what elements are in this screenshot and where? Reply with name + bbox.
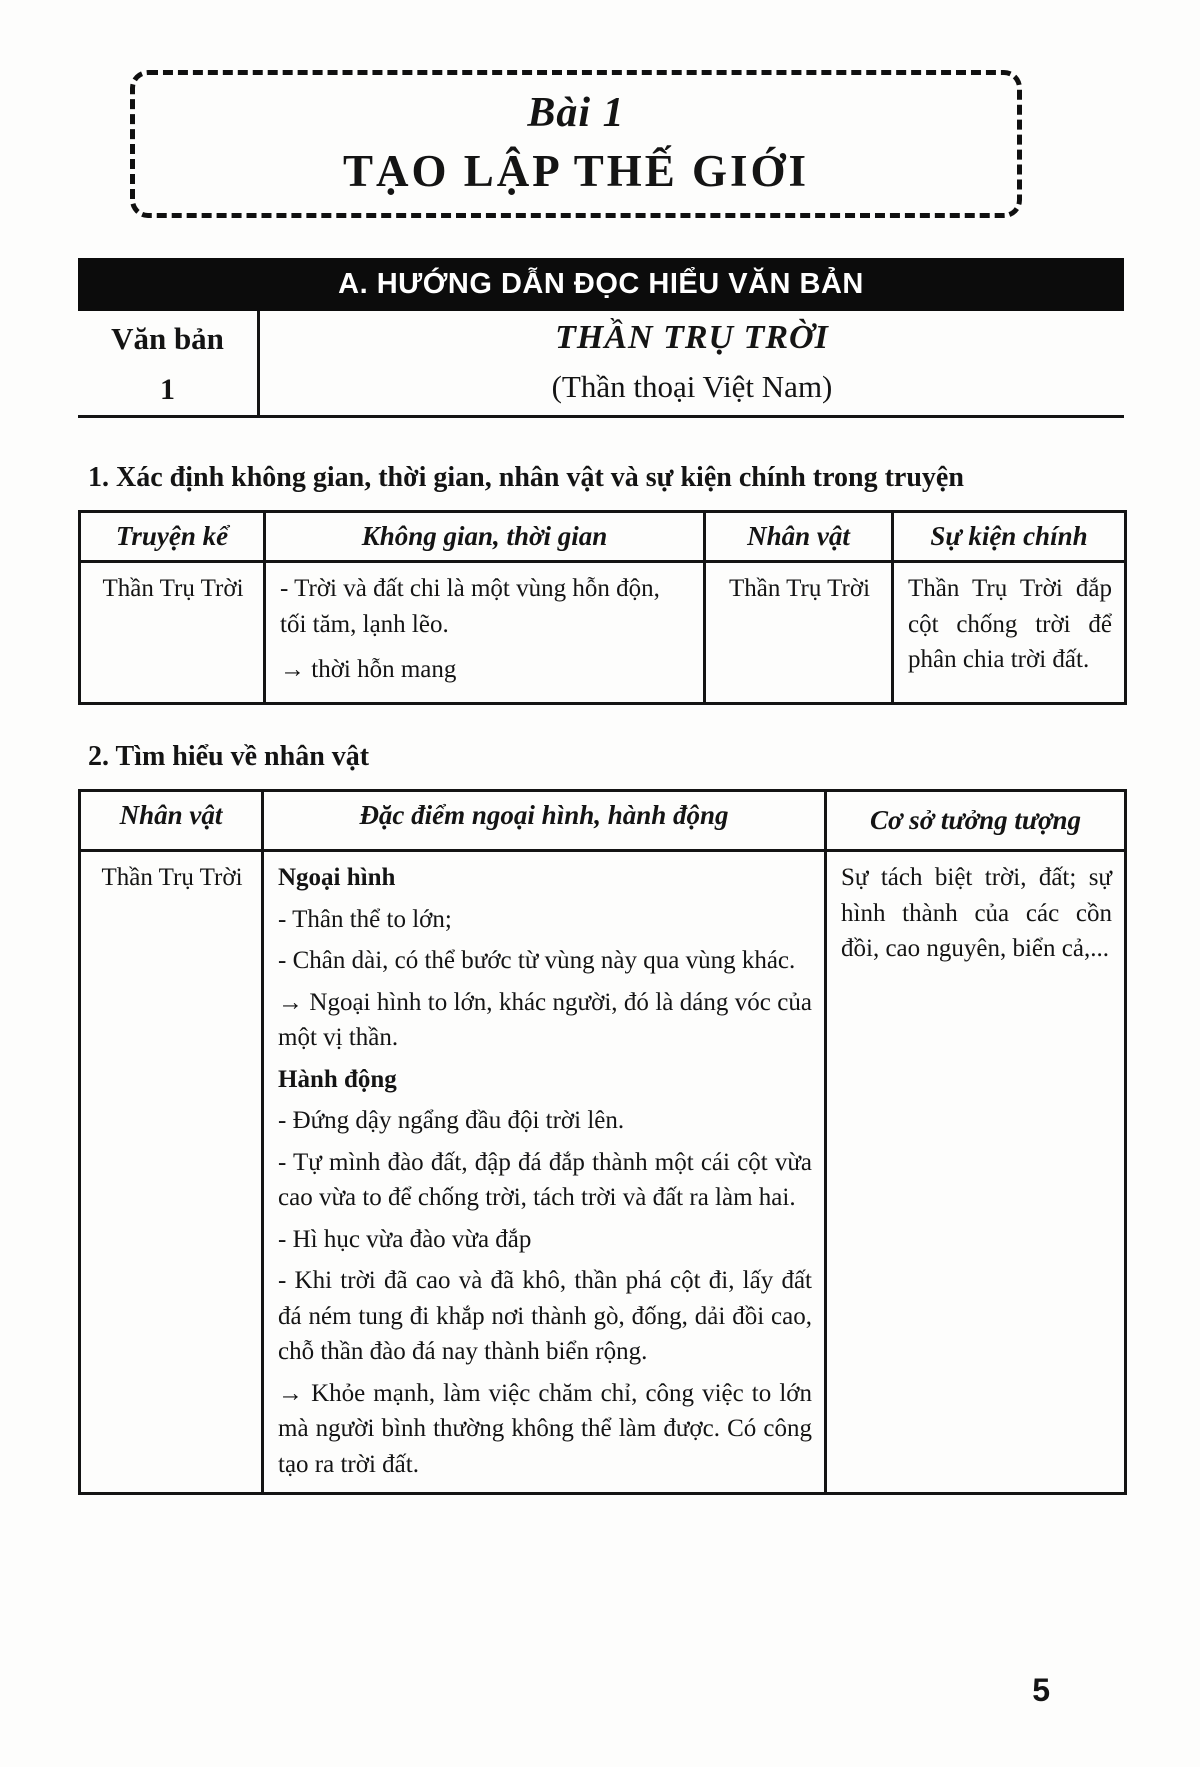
traits-subheading-appearance: Ngoại hình — [278, 864, 396, 892]
traits-line: - Đứng dậy ngẩng đầu đội trời lên. — [278, 1107, 625, 1135]
page-number: 5 — [1032, 1672, 1050, 1708]
table-character-analysis — [78, 789, 1127, 1496]
section-a-banner-text: A. HƯỚNG DẪN ĐỌC HIỂU VĂN BẢN — [338, 268, 864, 300]
text-label: Văn bản — [111, 321, 224, 356]
section-a-banner — [78, 258, 1124, 311]
section-1-heading: 1. Xác định không gian, thời gian, nhân vật và sự kiện chính trong truyện — [88, 462, 964, 493]
table-header-row — [80, 512, 1126, 562]
col-header-story: Truyện kể — [80, 512, 265, 562]
col-header-character: Nhân vật — [705, 512, 893, 562]
cell-traits — [263, 851, 826, 1494]
cell-setting — [265, 562, 705, 704]
col-header-main-event: Sự kiện chính — [893, 512, 1126, 562]
table-row — [80, 562, 1126, 704]
traits-conclusion-line: → Ngoại hình to lớn, khác người, đó là dáng vóc của một vị thần. — [278, 988, 812, 1052]
traits-line: - Tự mình đào đất, đập đá đắp thành một cái cột vừa cao vừa to để chống trời, tách trời và đất ra làm hai. — [278, 1148, 812, 1212]
lesson-title: TẠO LẬP THẾ GIỚI — [342, 146, 810, 196]
traits-subheading-actions: Hành động — [278, 1065, 397, 1093]
traits-conclusion-line: → Khỏe mạnh, làm việc chăm chỉ, công việc to lớn mà người bình thường không thể làm được. Có công tạo ra trời đất. — [278, 1379, 812, 1478]
text-title: THẦN TRỤ TRỜI — [555, 319, 829, 356]
traits-line: - Thân thể to lớn; — [278, 905, 452, 933]
table-setting-events — [78, 510, 1127, 705]
text-number: 1 — [160, 373, 175, 406]
col-header-character: Nhân vật — [80, 790, 263, 851]
cell-main-event: Thần Trụ Trời đắp cột chống trời để phân chia trời đất. — [893, 562, 1126, 704]
lesson-title-box — [130, 70, 1022, 218]
traits-line: - Chân dài, có thể bước từ vùng này qua vùng khác. — [278, 947, 796, 975]
col-header-setting: Không gian, thời gian — [265, 512, 705, 562]
setting-line: - Trời và đất chi là một vùng hỗn độn, tối tăm, lạnh lẽo. — [280, 575, 660, 638]
table-row — [80, 851, 1126, 1494]
cell-character: Thần Trụ Trời — [705, 562, 893, 704]
section-2-heading: 2. Tìm hiểu về nhân vật — [88, 740, 370, 772]
col-header-traits: Đặc điểm ngoại hình, hành động — [263, 790, 826, 851]
text-subtitle: (Thần thoại Việt Nam) — [551, 369, 833, 404]
text-header-row — [78, 311, 1124, 418]
cell-imagination-basis: Sự tách biệt trời, đất; sự hình thành của các cồn đồi, cao nguyên, biển cả,... — [826, 851, 1126, 1494]
table-header-row — [80, 790, 1126, 851]
traits-line: - Hì hục vừa đào vừa đắp — [278, 1225, 532, 1253]
text-label-cell — [78, 311, 260, 415]
cell-character-name: Thần Trụ Trời — [80, 851, 263, 1494]
setting-conclusion-line: → thời hỗn mang — [280, 656, 457, 683]
lesson-number-label: Bài 1 — [527, 90, 625, 136]
cell-story-name: Thần Trụ Trời — [80, 562, 265, 704]
text-title-cell — [260, 311, 1124, 415]
traits-line: - Khi trời đã cao và đã khô, thần phá cột đi, lấy đất đá ném tung đi khắp nơi thành gò, đống, dải đồi cao, chỗ thần đào đá nay thành biển rộng. — [278, 1267, 812, 1366]
col-header-imagination-basis: Cơ sở tưởng tượng — [826, 790, 1126, 851]
